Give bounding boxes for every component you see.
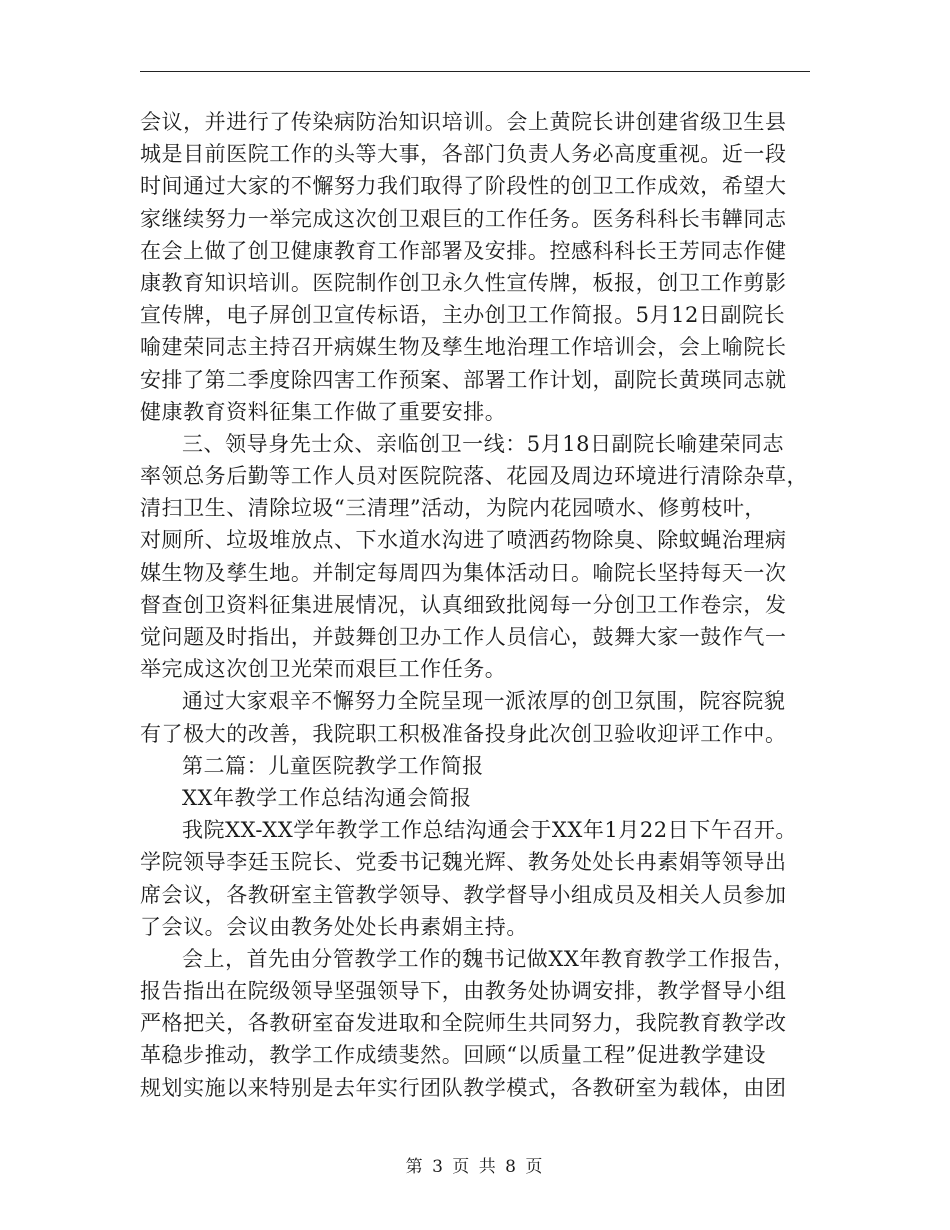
text-line: 率领总务后勤等工作人员对医院院落、花园及周边环境进行清除杂草， <box>140 464 809 489</box>
text-line: 健康教育资料征集工作做了重要安排。 <box>140 399 507 424</box>
text-line: 媒生物及孳生地。并制定每周四为集体活动日。喻院长坚持每天一次 <box>140 560 787 585</box>
text-line: 报告指出在院级领导坚强领导下，由教务处协调安排，教学督导小组 <box>140 979 787 1004</box>
document-body <box>140 106 810 1104</box>
text-line: 喻建荣同志主持召开病媒生物及孳生地治理工作培训会，会上喻院长 <box>140 335 787 360</box>
text-line: 席会议，各教研室主管教学领导、教学督导小组成员及相关人员参加 <box>140 882 787 907</box>
text-line: 在会上做了创卫健康教育工作部署及安排。控感科科长王芳同志作健 <box>140 238 787 263</box>
text-line: 通过大家艰辛不懈努力全院呈现一派浓厚的创卫氛围，院容院貌 <box>182 689 786 714</box>
page-number-label: 第 3 页 共 8 页 <box>405 1157 545 1177</box>
text-line: 规划实施以来特别是去年实行团队教学模式，各教研室为载体，由团 <box>140 1075 787 1100</box>
text-line: 督查创卫资料征集进展情况，认真细致批阅每一分创卫工作卷宗，发 <box>140 592 787 617</box>
text-line: 革稳步推动，教学工作成绩斐然。回顾“以质量工程”促进教学建设 <box>140 1043 766 1068</box>
text-line: 家继续努力一举完成这次创卫艰巨的工作任务。医务科科长韦韡同志 <box>140 206 787 231</box>
text-line: 有了极大的改善，我院职工积极准备投身此次创卫验收迎评工作中。 <box>140 721 787 746</box>
text-line: 第二篇：儿童医院教学工作简报 <box>182 753 484 778</box>
text-line: 城是目前医院工作的头等大事，各部门负责人务必高度重视。近一段 <box>140 142 787 167</box>
header-rule <box>140 71 810 72</box>
text-line: 对厕所、垃圾堆放点、下水道水沟进了喷洒药物除臭、除蚊蝇治理病 <box>140 528 787 553</box>
text-line: 宣传牌，电子屏创卫宣传标语，主办创卫工作简报。5月12日副院长 <box>140 303 786 328</box>
text-line: 我院XX-XX学年教学工作总结沟通会于XX年1月22日下午召开。 <box>182 818 797 843</box>
text-line: 觉问题及时指出，并鼓舞创卫办工作人员信心，鼓舞大家一鼓作气一 <box>140 625 787 649</box>
text-line: 学院领导李廷玉院长、党委书记魏光辉、教务处处长冉素娟等领导出 <box>140 850 787 875</box>
text-line: 举完成这次创卫光荣而艰巨工作任务。 <box>140 657 507 682</box>
text-line: 会议，并进行了传染病防治知识培训。会上黄院长讲创建省级卫生县 <box>140 110 787 134</box>
text-line: 会上，首先由分管教学工作的魏书记做XX年教育教学工作报告， <box>182 946 795 971</box>
text-line: 康教育知识培训。医院制作创卫永久性宣传牌，板报，创卫工作剪影 <box>140 270 787 295</box>
text-line: 了会议。会议由教务处处长冉素娟主持。 <box>140 914 528 939</box>
text-line: 时间通过大家的不懈努力我们取得了阶段性的创卫工作成效，希望大 <box>140 174 787 199</box>
text-line: 安排了第二季度除四害工作预案、部署工作计划，副院长黄瑛同志就 <box>140 367 787 392</box>
page-footer <box>0 1152 950 1177</box>
text-line: 清扫卫生、清除垃圾“三清理”活动，为院内花园喷水、修剪枝叶， <box>140 496 766 521</box>
text-line: 三、领导身先士众、亲临创卫一线：5月18日副院长喻建荣同志 <box>182 431 785 456</box>
text-line: XX年教学工作总结沟通会简报 <box>182 785 472 810</box>
text-line: 严格把关，各教研室奋发进取和全院师生共同努力，我院教育教学改 <box>140 1011 787 1036</box>
